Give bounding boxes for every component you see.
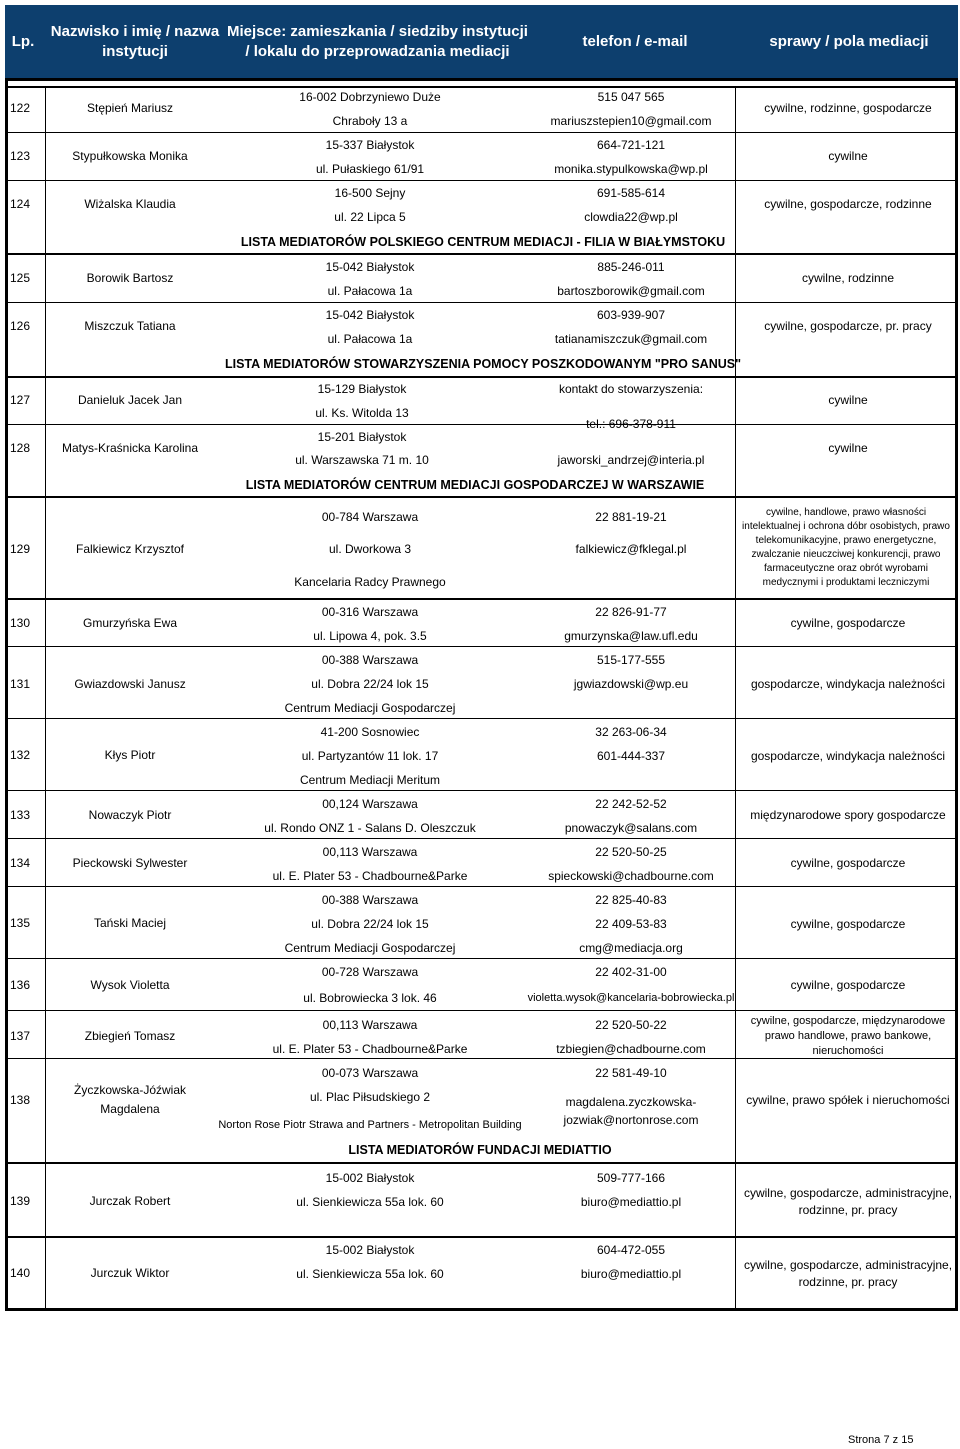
address-line: Norton Rose Piotr Strawa and Partners - Metropolitan Building xyxy=(218,1119,522,1131)
email: spieckowski@chadbourne.com xyxy=(548,869,714,883)
address-line: ul. Sienkiewicza 55a lok. 60 xyxy=(296,1195,444,1209)
address-line: 15-042 Białystok xyxy=(325,260,415,274)
section-title: LISTA MEDIATORÓW CENTRUM MEDIACJI GOSPODARCZEJ W WARSZAWIE xyxy=(245,478,705,492)
email: jozwiak@nortonrose.com xyxy=(563,1113,699,1127)
header-contact: telefon / e-mail xyxy=(582,32,688,50)
phone: 22 402-31-00 xyxy=(595,965,667,979)
address-line: 15-201 Białystok xyxy=(317,430,407,444)
row-number: 139 xyxy=(10,1194,31,1208)
row-number: 134 xyxy=(10,856,31,870)
mediation-fields: cywilne, gospodarcze, pr. pracy xyxy=(764,319,932,333)
mediator-name: Nowaczyk Piotr xyxy=(88,808,172,822)
row-number: 129 xyxy=(10,542,31,556)
address-line: ul. Rondo ONZ 1 - Salans D. Oleszczuk xyxy=(264,821,476,835)
email: monika.stypulkowska@wp.pl xyxy=(554,162,708,176)
address-line: 15-129 Białystok xyxy=(317,382,407,396)
address-line: Centrum Mediacji Gospodarczej xyxy=(284,941,456,955)
row-number: 138 xyxy=(10,1093,31,1107)
mediator-name: Wiżalska Klaudia xyxy=(84,197,176,211)
address-line: 15-002 Białystok xyxy=(325,1171,415,1185)
address-line: 15-002 Białystok xyxy=(325,1243,415,1257)
row-number: 140 xyxy=(10,1266,31,1280)
mediator-name: Falkiewicz Krzysztof xyxy=(75,542,185,556)
header-name: Nazwisko i imię / nazwa instytucji xyxy=(50,22,220,60)
address-line: Centrum Mediacji Gospodarczej xyxy=(284,701,456,715)
address-line: 15-042 Białystok xyxy=(325,308,415,322)
address-line: ul. E. Plater 53 - Chadbourne&Parke xyxy=(272,869,468,883)
address-line: 16-002 Dobrzyniewo Duże xyxy=(299,90,441,104)
mediation-fields: rodzinne, pr. pracy xyxy=(798,1203,898,1217)
mediation-fields: prawo handlowe, prawo bankowe, xyxy=(764,1030,932,1042)
email: gmurzynska@law.ufl.edu xyxy=(564,629,698,643)
row-number: 131 xyxy=(10,677,31,691)
mediator-name: Gwiazdowski Janusz xyxy=(74,677,186,691)
row-divider xyxy=(5,886,958,887)
email: mariuszstepien10@gmail.com xyxy=(550,114,712,128)
mediation-fields: cywilne xyxy=(828,149,868,163)
row-divider xyxy=(5,253,958,255)
row-number: 125 xyxy=(10,271,31,285)
email: bartoszborowik@gmail.com xyxy=(557,284,705,298)
address-line: ul. Ks. Witolda 13 xyxy=(315,406,409,420)
mediator-name: Zbiegień Tomasz xyxy=(84,1029,176,1043)
phone: 22 825-40-83 xyxy=(595,893,667,907)
row-divider xyxy=(5,598,958,600)
row-number: 136 xyxy=(10,978,31,992)
mediation-fields: intelektualnej i ochrona dóbr osobistych, prawo xyxy=(742,521,950,532)
mediation-fields: cywilne, gospodarcze, administracyjne, xyxy=(743,1258,953,1272)
email: jgwiazdowski@wp.eu xyxy=(573,677,689,691)
phone: 22 520-50-25 xyxy=(595,845,667,859)
header-lp: Lp. xyxy=(11,32,35,50)
mediation-fields: nieruchomości xyxy=(812,1045,884,1057)
email: tzbiegien@chadbourne.com xyxy=(556,1042,706,1056)
address-line: ul. Pułaskiego 61/91 xyxy=(315,162,425,176)
page-number: Strona 7 z 15 xyxy=(848,1434,914,1446)
row-divider xyxy=(5,132,958,133)
section-title: LISTA MEDIATORÓW POLSKIEGO CENTRUM MEDIACJI - FILIA W BIAŁYMSTOKU xyxy=(240,235,726,249)
address-line: 00,113 Warszawa xyxy=(322,845,418,859)
mediation-fields: cywilne, handlowe, prawo własności xyxy=(765,507,927,518)
row-number: 137 xyxy=(10,1029,31,1043)
mediator-name: Borowik Bartosz xyxy=(86,271,174,285)
row-divider xyxy=(5,302,958,303)
phone: 515-177-555 xyxy=(596,653,666,667)
phone: 601-444-337 xyxy=(596,749,666,763)
email: violetta.wysok@kancelaria-bobrowiecka.pl xyxy=(527,992,735,1004)
row-number: 133 xyxy=(10,808,31,822)
email: biuro@mediattio.pl xyxy=(580,1195,682,1209)
address-line: ul. Lipowa 4, pok. 3.5 xyxy=(313,629,427,643)
row-number: 135 xyxy=(10,916,31,930)
mediation-fields: cywilne, gospodarcze, międzynarodowe xyxy=(750,1015,946,1027)
row-divider xyxy=(5,376,958,378)
mediator-name: Wysok Violetta xyxy=(90,978,170,992)
row-divider xyxy=(5,424,958,425)
mediator-name: Danieluk Jacek Jan xyxy=(77,393,183,407)
mediation-fields: cywilne, prawo spółek i nieruchomości xyxy=(746,1093,950,1107)
phone: 603-939-907 xyxy=(596,308,666,322)
address-line: ul. Partyzantów 11 lok. 17 xyxy=(301,749,439,763)
email: magdalena.zyczkowska- xyxy=(565,1095,697,1109)
email: biuro@mediattio.pl xyxy=(580,1267,682,1281)
column-divider xyxy=(45,86,46,1310)
contact-label: kontakt do stowarzyszenia: xyxy=(558,382,704,396)
address-line: Chraboły 13 a xyxy=(332,114,408,128)
row-divider xyxy=(5,718,958,719)
email: clowdia22@wp.pl xyxy=(584,210,678,224)
mediation-fields: międzynarodowe spory gospodarcze xyxy=(750,808,946,822)
mediation-fields: cywilne, gospodarcze, rodzinne xyxy=(764,197,932,211)
mediator-name: Stypułkowska Monika xyxy=(72,149,188,163)
phone: 664-721-121 xyxy=(596,138,666,152)
mediator-name: Stępień Mariusz xyxy=(86,101,174,115)
address-line: ul. Pałacowa 1a xyxy=(327,332,413,346)
address-line: 00-784 Warszawa xyxy=(321,510,419,524)
row-divider xyxy=(5,838,958,839)
address-line: ul. Dobra 22/24 lok 15 xyxy=(311,677,429,691)
row-number: 132 xyxy=(10,748,31,762)
mediation-fields: zwalczanie nieuczciwej konkurencji, prawo xyxy=(751,549,941,560)
address-line: 00-316 Warszawa xyxy=(321,605,419,619)
header-cases: sprawy / pola mediacji xyxy=(769,32,929,50)
mediation-fields: cywilne, rodzinne xyxy=(801,271,895,285)
mediator-name: Tański Maciej xyxy=(93,916,167,930)
row-number: 128 xyxy=(10,441,31,455)
phone: 509-777-166 xyxy=(596,1171,666,1185)
mediation-fields: gospodarcze, windykacja należności xyxy=(750,677,946,691)
row-divider xyxy=(5,180,958,181)
mediator-name: Jurczak Robert xyxy=(89,1194,171,1208)
row-divider xyxy=(5,1236,958,1238)
mediation-fields: cywilne xyxy=(828,393,868,407)
address-line: ul. E. Plater 53 - Chadbourne&Parke xyxy=(272,1042,468,1056)
mediation-fields: rodzinne, pr. pracy xyxy=(798,1275,898,1289)
row-number: 127 xyxy=(10,393,31,407)
row-divider xyxy=(5,790,958,791)
mediator-name: Pieckowski Sylwester xyxy=(72,856,188,870)
address-line: 41-200 Sosnowiec xyxy=(320,725,420,739)
mediation-fields: cywilne, gospodarcze, administracyjne, xyxy=(743,1186,953,1200)
mediation-fields: cywilne, rodzinne, gospodarcze xyxy=(764,101,932,115)
mediator-name: Matys-Kraśnicka Karolina xyxy=(61,441,199,455)
address-line: ul. Plac Piłsudskiego 2 xyxy=(309,1090,431,1104)
row-number: 130 xyxy=(10,616,31,630)
address-line: 00,113 Warszawa xyxy=(322,1018,418,1032)
phone: 515 047 565 xyxy=(597,90,665,104)
section-title: LISTA MEDIATORÓW FUNDACJI MEDIATTIO xyxy=(348,1143,612,1157)
phone: 885-246-011 xyxy=(597,260,665,274)
address-line: 00-728 Warszawa xyxy=(321,965,419,979)
phone: 22 881-19-21 xyxy=(595,510,667,524)
phone: 22 409-53-83 xyxy=(595,917,667,931)
address-line: 00-388 Warszawa xyxy=(321,653,419,667)
phone: 22 826-91-77 xyxy=(595,605,667,619)
mediation-fields: cywilne, gospodarcze xyxy=(790,616,906,630)
row-divider xyxy=(5,1058,958,1059)
mediator-name: Kłys Piotr xyxy=(104,748,156,762)
address-line: 16-500 Sejny xyxy=(334,186,406,200)
header-address: Miejsce: zamieszkania / siedziby instytucji / lokalu do przeprowadzania mediacji xyxy=(227,22,528,60)
phone: tel.: 696-378-911 xyxy=(586,417,676,431)
address-line: 15-337 Białystok xyxy=(325,138,415,152)
address-line: ul. Dworkowa 3 xyxy=(328,542,412,556)
row-number: 126 xyxy=(10,319,31,333)
column-divider xyxy=(735,86,736,1310)
mediation-fields: medycznymi i produktami leczniczymi xyxy=(762,577,930,588)
address-line: 00-388 Warszawa xyxy=(321,893,419,907)
mediator-name: Magdalena xyxy=(100,1102,160,1116)
row-number: 122 xyxy=(10,101,31,115)
phone: 691-585-614 xyxy=(596,186,666,200)
address-line: ul. Sienkiewicza 55a lok. 60 xyxy=(296,1267,444,1281)
mediation-fields: farmaceutyczne oraz obrót wyrobami xyxy=(764,563,928,574)
mediator-name: Jurczuk Wiktor xyxy=(90,1266,170,1280)
row-divider xyxy=(5,86,958,88)
email: tatianamiszczuk@gmail.com xyxy=(554,332,708,346)
row-divider xyxy=(5,1162,958,1164)
phone: 604-472-055 xyxy=(596,1243,666,1257)
address-line: ul. Dobra 22/24 lok 15 xyxy=(311,917,429,931)
address-line: ul. Warszawska 71 m. 10 xyxy=(295,453,429,467)
phone: 22 581-49-10 xyxy=(595,1066,667,1080)
address-line: 00-073 Warszawa xyxy=(321,1066,419,1080)
phone: 32 263-06-34 xyxy=(595,725,667,739)
address-line: Centrum Mediacji Meritum xyxy=(299,773,441,787)
address-line: Kancelaria Radcy Prawnego xyxy=(294,575,446,589)
table-header xyxy=(5,5,958,78)
mediation-fields: telekomunikacyjne, prawo energetyczne, xyxy=(755,535,937,546)
email: jaworski_andrzej@interia.pl xyxy=(557,453,705,467)
mediator-name: Miszczuk Tatiana xyxy=(84,319,176,333)
address-line: ul. Pałacowa 1a xyxy=(327,284,413,298)
address-line: 00,124 Warszawa xyxy=(322,797,418,811)
mediation-fields: cywilne, gospodarcze xyxy=(790,978,906,992)
email: cmg@mediacja.org xyxy=(579,941,683,955)
section-title: LISTA MEDIATORÓW STOWARZYSZENIA POMOCY POSZKODOWANYM "PRO SANUS" xyxy=(224,357,742,371)
address-line: ul. 22 Lipca 5 xyxy=(334,210,406,224)
address-line: ul. Bobrowiecka 3 lok. 46 xyxy=(303,991,437,1005)
mediator-name: Życzkowska-Jóźwiak xyxy=(73,1083,187,1097)
email: falkiewicz@fklegal.pl xyxy=(575,542,687,556)
row-number: 123 xyxy=(10,149,31,163)
phone: 22 520-50-22 xyxy=(595,1018,667,1032)
row-divider xyxy=(5,646,958,647)
mediation-fields: cywilne, gospodarcze xyxy=(790,856,906,870)
row-number: 124 xyxy=(10,197,31,211)
mediation-fields: gospodarcze, windykacja należności xyxy=(750,749,946,763)
row-divider xyxy=(5,958,958,959)
mediation-fields: cywilne, gospodarcze xyxy=(790,917,906,931)
mediator-name: Gmurzyńska Ewa xyxy=(82,616,178,630)
mediation-fields: cywilne xyxy=(828,441,868,455)
email: pnowaczyk@salans.com xyxy=(564,821,698,835)
phone: 22 242-52-52 xyxy=(595,797,667,811)
row-divider xyxy=(5,496,958,498)
row-divider xyxy=(5,1010,958,1011)
